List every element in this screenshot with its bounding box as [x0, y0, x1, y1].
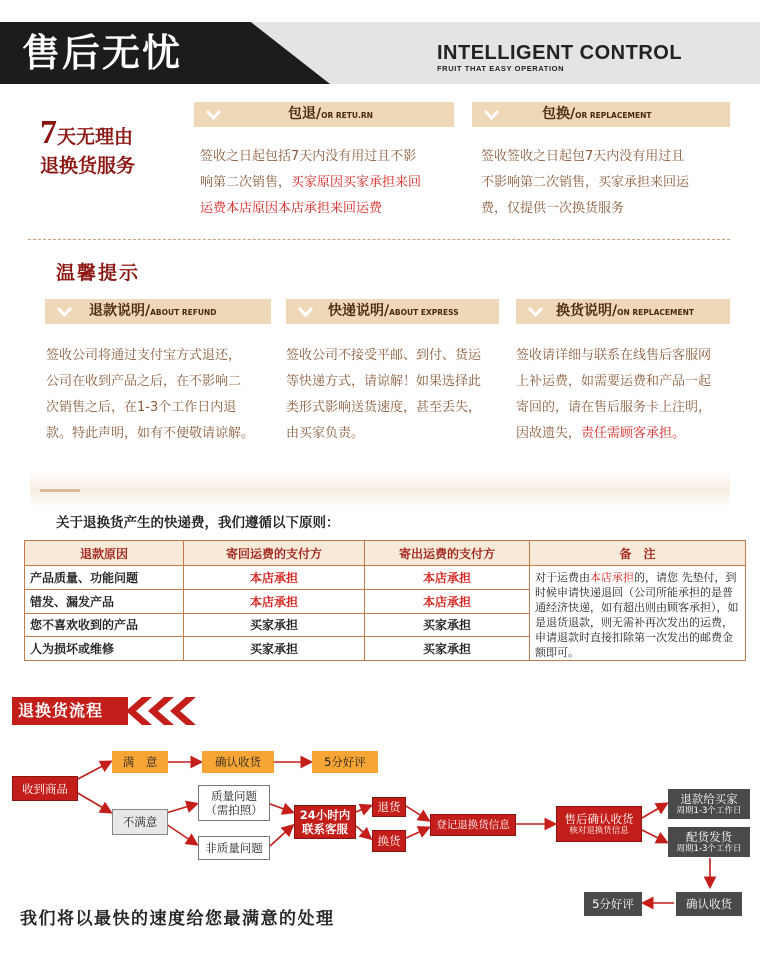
tab-exchange: [472, 102, 730, 127]
table-cell: 本店承担: [184, 566, 365, 590]
replacement-text: 签收请详细与联系在线售后客服网 上补运费，如需要运费和产品一起 寄回的，请在售后服务卡上注明， 因故遗失，责任需顾客承担。: [516, 348, 712, 441]
faded-mark: [40, 489, 80, 492]
tab-refund-cn: 退款说明/: [89, 303, 151, 319]
table-note: 对于运费由本店承担的，请您 先垫付，到时候申请快递退回（公司所能承担的是普通经济快递，如有超出则由顾客承担），如是退货退款，则无需补再次发出的运费，申请退款时直接扣除第一次发出的邮费金额即可。: [530, 566, 746, 661]
divider: [28, 239, 730, 240]
column-header: 寄出运费的支付方: [365, 541, 530, 566]
tab-refund: [45, 299, 271, 324]
flow-node-aftersale-confirm: 售后确认收货 核对退换货信息: [556, 806, 642, 842]
table-row: [25, 566, 746, 590]
tab-replacement-cn: 换货说明/: [556, 303, 618, 319]
chevrons-left-icon: [126, 697, 198, 725]
table-cell: 本店承担: [365, 566, 530, 590]
chevron-down-icon: [202, 106, 225, 123]
table-cell: 买家承担: [365, 637, 530, 661]
chevron-down-icon: [294, 303, 317, 320]
table-cell: 本店承担: [184, 589, 365, 613]
shipping-table-heading: 关于退换货产生的快递费，我们遵循以下原则：: [56, 515, 340, 531]
headline-text: 天无理由: [57, 126, 134, 148]
flow-node-ship-out: 配货发货 周期1-3个工作日: [668, 827, 750, 857]
shipping-fee-table: [24, 540, 746, 661]
tab-return: [194, 102, 454, 127]
tab-exchange-cn: 包换/: [542, 106, 576, 122]
refund-text: 签收公司将通过支付宝方式退还， 公司在收到产品之后，在不影响二 次销售之后，在1-3个工作日内退 款。特此声明，如有不便敬请谅解。: [46, 348, 255, 441]
return-policy-text: 签收之日起包括7天内没有用过且不影 响第二次销售，买家原因买家承担来回 运费本店原因本店承担来回运费: [200, 149, 422, 216]
flow-node-contact-cs: 24小时内 联系客服: [294, 805, 356, 839]
page-title: 售后无忧: [22, 31, 183, 75]
tab-refund-en: ABOUT REFUND: [150, 308, 217, 317]
tab-express-en: ABOUT EXPRESS: [389, 308, 459, 317]
process-title: 退换货流程: [12, 697, 128, 725]
table-cell: 产品质量、功能问题: [25, 566, 184, 590]
table-cell: 您不喜欢收到的产品: [25, 613, 184, 637]
table-cell: 错发、漏发产品: [25, 589, 184, 613]
headline-line2: 退换货服务: [40, 155, 136, 177]
table-cell: 本店承担: [365, 589, 530, 613]
tab-replacement: [516, 299, 730, 324]
tab-return-en: OR RETU.RN: [321, 111, 373, 120]
flow-node-unsatisfied: 不满意: [112, 809, 168, 835]
flow-node-receive: 收到商品: [12, 776, 78, 801]
flow-node-five-star: 5分好评: [312, 751, 378, 773]
table-cell: 买家承担: [365, 613, 530, 637]
tab-return-cn: 包退/: [288, 106, 322, 122]
flow-node-refund-buyer: 退款给买家 周期1-3个工作日: [668, 789, 750, 819]
header-english-subtitle: FRUIT THAT EASY OPERATION: [437, 64, 565, 73]
table-cell: 人为损坏或维修: [25, 637, 184, 661]
flow-node-non-quality-issue: 非质量问题: [198, 836, 270, 860]
table-header-row: [25, 541, 746, 566]
tab-express-cn: 快递说明/: [328, 303, 390, 319]
flow-node-satisfied: 满 意: [112, 751, 168, 773]
faded-band: [30, 470, 730, 508]
table-cell: 买家承担: [184, 637, 365, 661]
seven-day-headline: [40, 114, 136, 181]
tab-exchange-en: OR REPLACEMENT: [575, 111, 652, 120]
column-header: 备 注: [530, 541, 746, 566]
column-header: 退款原因: [25, 541, 184, 566]
flow-node-confirm-receipt: 确认收货: [202, 751, 274, 773]
chevron-down-icon: [480, 106, 503, 123]
flow-node-quality-issue: 质量问题 （需拍照）: [198, 785, 270, 821]
chevron-down-icon: [524, 303, 547, 320]
closing-slogan: 我们将以最快的速度给您最满意的处理: [20, 909, 335, 929]
flow-node-confirm-receipt-final: 确认收货: [676, 892, 742, 916]
table-cell: 买家承担: [184, 613, 365, 637]
tab-express: [286, 299, 499, 324]
flow-node-five-star-final: 5分好评: [584, 892, 642, 916]
express-text: 签收公司不接受平邮、到付、货运 等快递方式，请谅解！如果选择此 类形式影响送货速度，甚至丢失， 由买家负责。: [286, 348, 482, 441]
flow-node-register: 登记退换货信息: [430, 814, 516, 836]
tab-replacement-en: ON REPLACEMENT: [617, 308, 694, 317]
flow-node-return: 退货: [372, 797, 406, 817]
exchange-policy-text: 签收签收之日起包7天内没有用过且 不影响第二次销售，买家承担来回运 费，仅提供一次换货服务: [481, 149, 690, 216]
tips-title: 温馨提示: [56, 262, 141, 284]
flow-node-exchange: 换货: [372, 830, 406, 852]
header-english-title: INTELLIGENT CONTROL: [437, 42, 683, 64]
chevron-down-icon: [53, 303, 76, 320]
column-header: 寄回运费的支付方: [184, 541, 365, 566]
headline-number: 7: [40, 114, 57, 151]
